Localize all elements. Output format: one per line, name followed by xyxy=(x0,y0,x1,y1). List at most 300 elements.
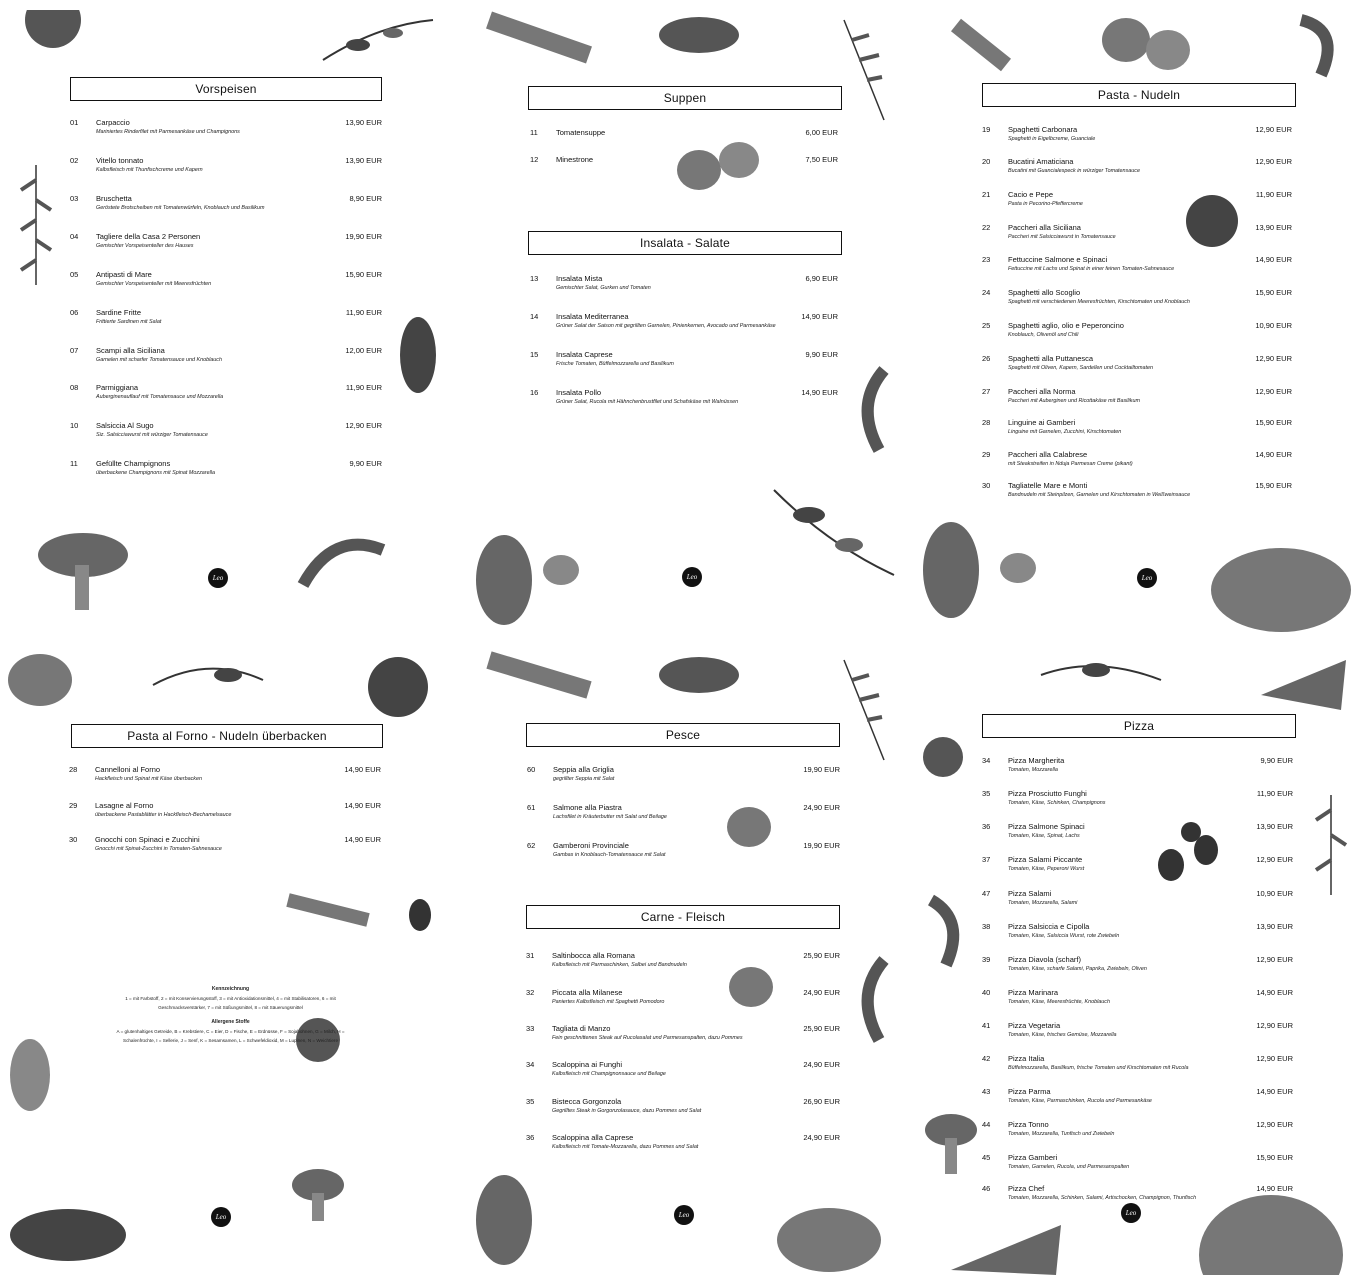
item-number: 02 xyxy=(70,156,79,165)
item-description: Tomaten, Käse, Salsiccia Wurst, rote Zwiebeln xyxy=(1008,933,1120,939)
item-name: Insalata Pollo xyxy=(556,388,602,397)
item-name: Antipasti di Mare xyxy=(96,270,152,279)
tomato-illustration xyxy=(18,10,88,50)
item-number: 28 xyxy=(982,418,991,427)
item-price: 9,90 EUR xyxy=(805,350,838,359)
item-name: Spaghetti Carbonara xyxy=(1008,125,1078,134)
item-name: Pizza Salmone Spinaci xyxy=(1008,822,1085,831)
item-price: 8,90 EUR xyxy=(349,194,382,203)
item-number: 26 xyxy=(982,354,991,363)
item-name: Bistecca Gorgonzola xyxy=(552,1097,622,1106)
item-description: Kalbsfleisch mit Thunfischcreme und Kapern xyxy=(96,167,203,173)
menu-item xyxy=(530,388,838,418)
item-price: 12,90 EUR xyxy=(1255,387,1292,396)
item-number: 15 xyxy=(530,350,539,359)
item-price: 9,90 EUR xyxy=(1260,756,1293,765)
item-description: Paccheri mit Auberginen und Ricottakäse mit Basilikum xyxy=(1008,398,1140,404)
item-price: 11,90 EUR xyxy=(345,308,382,317)
item-name: Seppia alla Griglia xyxy=(553,765,614,774)
item-price: 7,50 EUR xyxy=(805,155,838,164)
menu-item xyxy=(982,354,1292,384)
item-price: 15,90 EUR xyxy=(1255,481,1292,490)
item-description: überbackene Champignons mit Spinat Mozzarella xyxy=(96,470,215,476)
pizza-slice-illustration xyxy=(946,1220,1066,1275)
item-description: Gemischter Vorspeisenteller des Hauses xyxy=(96,243,194,249)
item-number: 27 xyxy=(982,387,991,396)
item-name: Salsiccia Al Sugo xyxy=(96,421,154,430)
herb-sprig-illustration xyxy=(1311,790,1351,900)
item-number: 34 xyxy=(526,1060,535,1069)
item-name: Spaghetti aglio, olio e Peperoncino xyxy=(1008,321,1124,330)
item-description: Geröstete Brotscheiben mit Tomatenwürfeln, Knoblauch und Basilikum xyxy=(96,205,265,211)
item-price: 12,00 EUR xyxy=(345,346,382,355)
item-price: 13,90 EUR xyxy=(1256,922,1293,931)
item-price: 12,90 EUR xyxy=(1256,1021,1293,1030)
item-name: Bruschetta xyxy=(96,194,132,203)
item-number: 08 xyxy=(70,383,79,392)
menu-item xyxy=(982,481,1292,511)
item-price: 12,90 EUR xyxy=(1255,157,1292,166)
item-name: Vitello tonnato xyxy=(96,156,144,165)
item-description: Fein geschnittenes Steak auf Rucolasalat und Parmesanspalten, dazu Pommes xyxy=(552,1035,743,1041)
item-price: 14,90 EUR xyxy=(1255,255,1292,264)
item-price: 15,90 EUR xyxy=(1256,1153,1293,1162)
menu-item xyxy=(70,194,382,224)
mushroom-illustration xyxy=(921,1110,981,1180)
item-name: Pizza Diavola (scharf) xyxy=(1008,955,1081,964)
basil-leaf-illustration xyxy=(916,515,986,625)
item-description: Frittierte Sardinen mit Salat xyxy=(96,319,162,325)
olive-branch-illustration xyxy=(318,15,438,65)
menu-item xyxy=(982,1087,1293,1117)
item-number: 10 xyxy=(70,421,79,430)
item-number: 07 xyxy=(70,346,79,355)
item-number: 44 xyxy=(982,1120,991,1129)
item-number: 34 xyxy=(982,756,991,765)
item-name: Spaghetti alla Puttanesca xyxy=(1008,354,1094,363)
item-name: Scampi alla Siciliana xyxy=(96,346,165,355)
item-name: Spaghetti allo Scoglio xyxy=(1008,288,1081,297)
item-price: 14,90 EUR xyxy=(1256,988,1293,997)
olive-branch-illustration xyxy=(148,655,268,695)
item-name: Tagliere della Casa 2 Personen xyxy=(96,232,201,241)
menu-item xyxy=(530,155,838,185)
restaurant-logo: Leo xyxy=(1121,1203,1141,1223)
item-price: 14,90 EUR xyxy=(1255,450,1292,459)
menu-page-pesce-carne xyxy=(464,650,904,1275)
item-number: 41 xyxy=(982,1021,991,1030)
menu-item xyxy=(982,922,1293,952)
item-number: 35 xyxy=(526,1097,535,1106)
menu-item xyxy=(70,308,382,338)
item-price: 6,00 EUR xyxy=(805,128,838,137)
item-name: Pizza Prosciutto Funghi xyxy=(1008,789,1087,798)
item-description: Paccheri mit Salsicciawurst in Tomatensauce xyxy=(1008,234,1116,240)
item-number: 61 xyxy=(527,803,536,812)
menu-item xyxy=(526,988,840,1018)
item-name: Tagliata di Manzo xyxy=(552,1024,611,1033)
item-price: 12,90 EUR xyxy=(1255,125,1292,134)
mushroom-illustration xyxy=(288,1165,348,1225)
menu-item xyxy=(982,450,1292,480)
item-name: Sardine Fritte xyxy=(96,308,142,317)
eggplant-illustration xyxy=(8,1185,128,1265)
restaurant-logo: Leo xyxy=(1137,568,1157,588)
section-title-forno: Pasta al Forno - Nudeln überbacken xyxy=(71,724,383,748)
item-description: Spaghetti in Eigelbcreme, Guanciale xyxy=(1008,136,1096,142)
item-description: Gemischter Salat, Gurken und Tomaten xyxy=(556,285,651,291)
item-number: 35 xyxy=(982,789,991,798)
item-number: 21 xyxy=(982,190,991,199)
menu-item xyxy=(982,255,1292,285)
item-number: 11 xyxy=(70,459,78,468)
section-title-suppen: Suppen xyxy=(528,86,842,110)
item-price: 24,90 EUR xyxy=(803,1060,840,1069)
item-name: Insalata Mediterranea xyxy=(556,312,629,321)
menu-page-suppen-salate xyxy=(464,10,904,635)
item-price: 15,90 EUR xyxy=(1255,418,1292,427)
item-description: Paniertes Kalbsfleisch mit Spaghetti Pomodoro xyxy=(552,999,665,1005)
item-price: 11,90 EUR xyxy=(1256,789,1293,798)
item-number: 30 xyxy=(982,481,991,490)
penne-illustration xyxy=(946,15,1016,75)
item-name: Carpaccio xyxy=(96,118,130,127)
penne-illustration xyxy=(484,10,594,70)
item-price: 15,90 EUR xyxy=(345,270,382,279)
item-number: 40 xyxy=(982,988,991,997)
menu-item xyxy=(527,841,840,871)
item-price: 14,90 EUR xyxy=(344,801,381,810)
item-description: Tomaten, Mozzarella, Salami xyxy=(1008,900,1078,906)
item-number: 36 xyxy=(982,822,991,831)
legend-title: Kennzeichnung xyxy=(211,986,250,992)
herb-sprig-illustration xyxy=(834,655,894,765)
tortellini-illustration xyxy=(1096,10,1196,80)
menu-item xyxy=(982,889,1293,919)
item-name: Scaloppina ai Funghi xyxy=(552,1060,623,1069)
menu-item xyxy=(982,157,1292,187)
menu-item xyxy=(69,835,381,865)
eggplant-illustration xyxy=(654,10,744,70)
section-title-pesce: Pesce xyxy=(526,723,840,747)
item-price: 19,90 EUR xyxy=(345,232,382,241)
menu-item xyxy=(526,1024,840,1054)
menu-item xyxy=(69,765,381,795)
item-price: 13,90 EUR xyxy=(1256,822,1293,831)
item-number: 16 xyxy=(530,388,539,397)
menu-item xyxy=(982,1120,1293,1150)
item-name: Tomatensuppe xyxy=(556,128,606,137)
menu-item xyxy=(982,1054,1293,1084)
item-description: Tomaten, Käse, Parmaschinken, Rucola und Parmesankäse xyxy=(1008,1098,1152,1104)
menu-item xyxy=(70,383,382,413)
shrimp-illustration xyxy=(921,890,971,970)
menu-item xyxy=(526,1097,840,1127)
item-description: Bucatini mit Guancialespeck in würziger Tomatensauce xyxy=(1008,168,1140,174)
menu-item xyxy=(70,270,382,300)
menu-item xyxy=(526,1060,840,1090)
menu-item xyxy=(982,822,1293,852)
item-number: 14 xyxy=(530,312,539,321)
item-name: Linguine ai Gamberi xyxy=(1008,418,1076,427)
item-price: 26,90 EUR xyxy=(803,1097,840,1106)
item-description: mit Steakstreifen in Nduja Parmesan Creme (pikant) xyxy=(1008,461,1133,467)
item-description: Tomaten, Käse, frisches Gemüse, Mozzarella xyxy=(1008,1032,1117,1038)
item-number: 24 xyxy=(982,288,991,297)
olive-branch-illustration xyxy=(1036,655,1166,695)
menu-item xyxy=(982,321,1292,351)
additives-legend xyxy=(98,985,363,1045)
section-title-carne: Carne - Fleisch xyxy=(526,905,840,929)
olive-illustration xyxy=(406,895,434,935)
item-number: 19 xyxy=(982,125,991,134)
herb-sprig-illustration xyxy=(16,160,56,290)
item-price: 24,90 EUR xyxy=(803,803,840,812)
item-price: 14,90 EUR xyxy=(344,765,381,774)
item-name: Saltinbocca alla Romana xyxy=(552,951,635,960)
item-number: 01 xyxy=(70,118,79,127)
allergen-text: Schalenfrüchte, I = Sellerie, J = Senf, K = Sesamsamen, L = Schwefeldioxid, M = Lupinen, N = Weichtiere xyxy=(123,1038,338,1043)
item-price: 14,90 EUR xyxy=(1256,1087,1293,1096)
item-number: 38 xyxy=(982,922,991,931)
item-description: Spaghetti mit Oliven, Kapern, Sardellen und Cocktailtomaten xyxy=(1008,365,1154,371)
section-title-pizza: Pizza xyxy=(982,714,1296,738)
item-description: Tomaten, Käse, Peperoni Wurst xyxy=(1008,866,1085,872)
item-price: 19,90 EUR xyxy=(803,765,840,774)
item-price: 13,90 EUR xyxy=(1255,223,1292,232)
menu-page-pizza xyxy=(916,650,1356,1275)
item-number: 13 xyxy=(530,274,539,283)
item-price: 6,90 EUR xyxy=(805,274,838,283)
item-name: Pizza Gamberi xyxy=(1008,1153,1058,1162)
item-number: 23 xyxy=(982,255,991,264)
penne-illustration xyxy=(484,650,594,705)
menu-item xyxy=(527,765,840,795)
item-price: 19,90 EUR xyxy=(803,841,840,850)
item-number: 60 xyxy=(527,765,536,774)
item-number: 46 xyxy=(982,1184,991,1193)
item-description: Kalbsfleisch mit Parmaschinken, Salbei und Bandnudeln xyxy=(552,962,687,968)
item-number: 45 xyxy=(982,1153,991,1162)
item-name: Pizza Salami Piccante xyxy=(1008,855,1083,864)
item-price: 14,90 EUR xyxy=(344,835,381,844)
menu-page-pasta xyxy=(916,10,1356,635)
item-name: Gefüllte Champignons xyxy=(96,459,171,468)
item-description: Tomaten, Garnelen, Rucola, und Parmesanspalten xyxy=(1008,1164,1130,1170)
item-description: Hackfleisch und Spinat mit Käse überbacken xyxy=(95,776,202,782)
menu-item xyxy=(982,1021,1293,1051)
item-description: Tomaten, Käse, scharfe Salami, Paprika, Zwiebeln, Oliven xyxy=(1008,966,1147,972)
item-name: Pizza Salami xyxy=(1008,889,1052,898)
item-description: Spaghetti mit verschiedenen Meeresfrüchten, Kirschtomaten und Knoblauch xyxy=(1008,299,1190,305)
item-price: 12,90 EUR xyxy=(1256,855,1293,864)
item-description: Linguine mit Garnelen, Zucchini, Kirschtomaten xyxy=(1008,429,1122,435)
item-description: Auberginenauflauf mit Tomatensauce und Mozzarella xyxy=(96,394,224,400)
menu-item xyxy=(530,350,838,380)
item-number: 32 xyxy=(526,988,535,997)
menu-item xyxy=(982,988,1293,1018)
eggplant-illustration xyxy=(654,650,744,705)
menu-item xyxy=(70,156,382,186)
tagliatelle-illustration xyxy=(1206,535,1356,635)
item-description: Grüner Salat der Saison mit gegrillten Garnelen, Pinienkernen, Avocado und Parmesankäse xyxy=(556,323,776,329)
menu-item xyxy=(982,756,1293,786)
menu-item xyxy=(70,459,382,489)
item-price: 14,90 EUR xyxy=(801,312,838,321)
section-title-pasta: Pasta - Nudeln xyxy=(982,83,1296,107)
section-title-vorspeisen: Vorspeisen xyxy=(70,77,382,101)
item-name: Minestrone xyxy=(556,155,594,164)
tomato-illustration xyxy=(921,735,966,780)
item-name: Paccheri alla Norma xyxy=(1008,387,1076,396)
item-price: 13,90 EUR xyxy=(345,118,382,127)
item-number: 29 xyxy=(982,450,991,459)
item-number: 11 xyxy=(530,128,538,137)
gnocchi-illustration xyxy=(996,548,1041,588)
item-name: Piccata alla Milanese xyxy=(552,988,623,997)
item-price: 12,90 EUR xyxy=(1255,354,1292,363)
menu-item xyxy=(70,118,382,148)
shrimp-illustration xyxy=(1291,10,1351,80)
item-number: 20 xyxy=(982,157,991,166)
menu-item xyxy=(70,232,382,262)
menu-item xyxy=(526,951,840,981)
menu-item xyxy=(982,855,1293,885)
item-description: Tomaten, Mozzarella, Schinken, Salami, Artischocken, Champignon, Thunfisch xyxy=(1008,1195,1197,1201)
menu-item xyxy=(982,418,1292,448)
item-price: 9,90 EUR xyxy=(349,459,382,468)
item-price: 10,90 EUR xyxy=(1255,321,1292,330)
item-price: 25,90 EUR xyxy=(803,951,840,960)
item-name: Paccheri alla Calabrese xyxy=(1008,450,1088,459)
item-description: Kalbsfleisch mit Champignonsauce und Beilage xyxy=(552,1071,666,1077)
mushroom-illustration xyxy=(33,525,133,615)
tomato-illustration xyxy=(363,655,433,720)
item-price: 14,90 EUR xyxy=(1256,1184,1293,1193)
herb-sprig-illustration xyxy=(834,15,894,125)
menu-item xyxy=(70,421,382,451)
item-name: Parmiggiana xyxy=(96,383,139,392)
item-number: 43 xyxy=(982,1087,991,1096)
restaurant-logo: Leo xyxy=(211,1207,231,1227)
restaurant-logo: Leo xyxy=(682,567,702,587)
menu-item xyxy=(982,190,1292,220)
item-price: 24,90 EUR xyxy=(803,1133,840,1142)
legend-text: Geschmacksverstärker, 7 = mit Süßungsmittel, 8 = mit Säuerungsmittel xyxy=(158,1005,303,1010)
item-price: 13,90 EUR xyxy=(345,156,382,165)
item-price: 12,90 EUR xyxy=(1256,1054,1293,1063)
item-number: 33 xyxy=(526,1024,535,1033)
item-price: 11,90 EUR xyxy=(1255,190,1292,199)
item-number: 22 xyxy=(982,223,991,232)
item-description: Grüner Salat, Rucola mit Hähnchenbrustfilet und Schafskäse mit Walnüssen xyxy=(556,399,739,405)
restaurant-logo: Leo xyxy=(674,1205,694,1225)
item-description: überbackene Pastablätter in Hackfleisch-Bechamelsauce xyxy=(95,812,232,818)
menu-item xyxy=(530,274,838,304)
menu-item xyxy=(982,223,1292,253)
item-price: 11,90 EUR xyxy=(345,383,382,392)
item-number: 62 xyxy=(527,841,536,850)
item-description: Gegrilltes Steak in Gorgonzolasauce, dazu Pommes und Salat xyxy=(552,1108,702,1114)
item-name: Lasagne al Forno xyxy=(95,801,154,810)
item-number: 31 xyxy=(526,951,535,960)
allergen-title: Allergene Stoffe xyxy=(211,1019,250,1025)
item-price: 12,90 EUR xyxy=(345,421,382,430)
menu-page-pasta-al-forno xyxy=(8,650,448,1275)
item-name: Cacio e Pepe xyxy=(1008,190,1054,199)
item-number: 12 xyxy=(530,155,539,164)
section-title-salate: Insalata - Salate xyxy=(528,231,842,255)
item-number: 37 xyxy=(982,855,991,864)
item-name: Pizza Parma xyxy=(1008,1087,1051,1096)
shrimp-illustration xyxy=(849,365,899,455)
item-name: Insalata Caprese xyxy=(556,350,613,359)
menu-item xyxy=(982,387,1292,417)
item-name: Insalata Mista xyxy=(556,274,603,283)
item-number: 06 xyxy=(70,308,79,317)
item-name: Fettuccine Salmone e Spinaci xyxy=(1008,255,1108,264)
item-name: Pizza Tonno xyxy=(1008,1120,1049,1129)
menu-item xyxy=(982,955,1293,985)
eggplant-illustration xyxy=(393,310,443,400)
menu-item xyxy=(982,789,1293,819)
item-description: Tomaten, Mozzarella xyxy=(1008,767,1058,773)
item-description: Büffelmozzarella, Basilikum, frische Tomaten und Kirschtomaten mit Rucola xyxy=(1008,1065,1189,1071)
item-name: Bucatini Amaticiana xyxy=(1008,157,1074,166)
item-name: Cannelloni al Forno xyxy=(95,765,161,774)
menu-item xyxy=(527,803,840,833)
menu-item xyxy=(530,312,838,342)
pizza-slice-illustration xyxy=(1256,655,1351,715)
shrimp-illustration xyxy=(293,520,393,600)
item-description: Tomaten, Mozzarella, Tunfisch und Zwiebeln xyxy=(1008,1131,1115,1137)
item-price: 24,90 EUR xyxy=(803,988,840,997)
item-description: Mariniertes Rinderfilet mit Parmesankäse und Champignons xyxy=(96,129,240,135)
gnocchi-illustration xyxy=(539,550,584,590)
item-price: 12,90 EUR xyxy=(1256,955,1293,964)
item-price: 25,90 EUR xyxy=(803,1024,840,1033)
basil-leaf-illustration xyxy=(469,1170,539,1270)
item-description: Tomaten, Käse, Spinat, Lachs xyxy=(1008,833,1080,839)
item-price: 15,90 EUR xyxy=(1255,288,1292,297)
item-description: Pasta in Pecorino-Pfeffercreme xyxy=(1008,201,1083,207)
item-number: 05 xyxy=(70,270,79,279)
item-description: Fettuccine mit Lachs und Spinat in einer feinen Tomaten-Sahnesauce xyxy=(1008,266,1175,272)
penne-illustration xyxy=(283,890,373,930)
item-price: 12,90 EUR xyxy=(1256,1120,1293,1129)
item-description: Garnelen mit scharfer Tomatensauce und Knoblauch xyxy=(96,357,222,363)
item-name: Pizza Italia xyxy=(1008,1054,1045,1063)
item-number: 30 xyxy=(69,835,78,844)
item-description: gegrillter Seppia mit Salat xyxy=(553,776,615,782)
item-number: 39 xyxy=(982,955,991,964)
item-number: 28 xyxy=(69,765,78,774)
basil-leaf-illustration xyxy=(469,530,539,630)
item-number: 47 xyxy=(982,889,991,898)
item-number: 04 xyxy=(70,232,79,241)
item-description: Lachsfilet in Kräuterbutter mit Salat und Beilage xyxy=(553,814,667,820)
item-number: 36 xyxy=(526,1133,535,1142)
item-name: Pizza Marinara xyxy=(1008,988,1059,997)
menu-item xyxy=(530,128,838,158)
allergen-text: A = glutenhaltiges Getreide, B = Krebstiere, C = Eier, D = Fische, E = Erdnüsse, F = Sojabohnen, G = Milch, H = xyxy=(116,1029,345,1034)
menu-item xyxy=(70,346,382,376)
tagliatelle-illustration xyxy=(8,1035,53,1115)
item-description: Frische Tomaten, Büffelmozzarella und Basilikum xyxy=(556,361,674,367)
legend-text: 1 = mit Farbstoff, 2 = mit Konservierungsstoff, 3 = mit Antioxidationsmittel, 4 = mit Stabilisatoren, 6 = mit xyxy=(125,996,336,1001)
item-name: Gamberoni Provinciale xyxy=(553,841,629,850)
item-name: Pizza Salsiccia e Cipolla xyxy=(1008,922,1090,931)
